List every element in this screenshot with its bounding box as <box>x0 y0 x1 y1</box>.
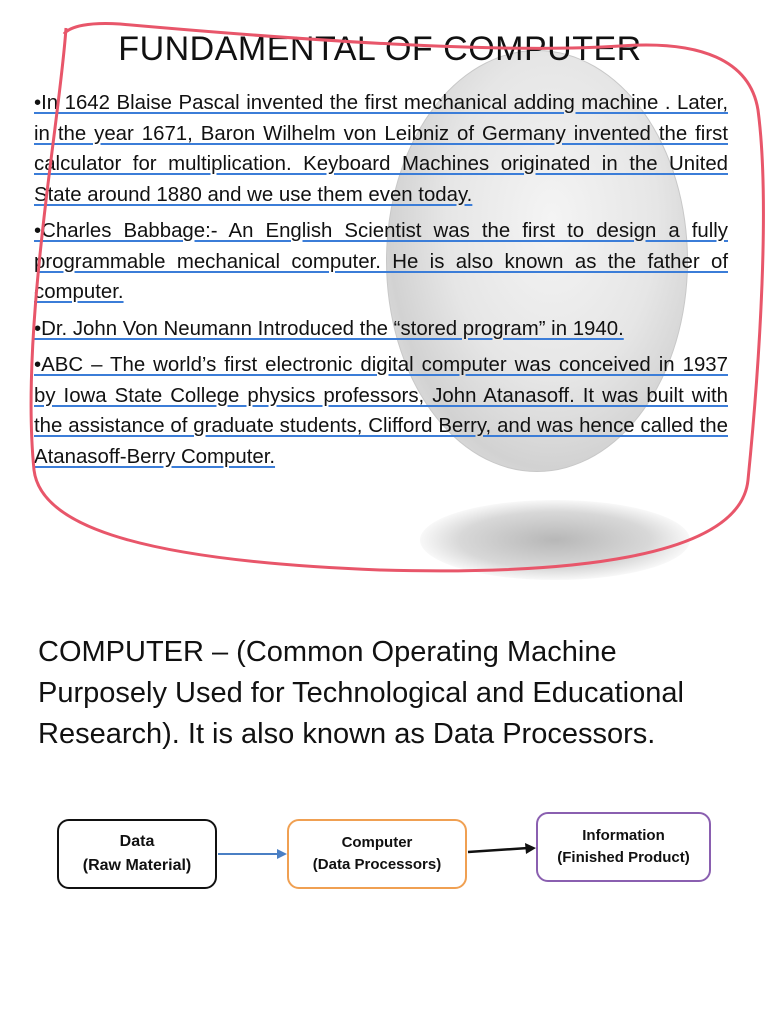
information-box-sublabel: (Finished Product) <box>557 849 690 866</box>
arrowhead-blue <box>277 849 287 859</box>
bullet-abc: •ABC – The world’s first electronic digital computer was conceived in 1937 by Iowa State College physics professors, John Atanasoff. It was built with the assistance of graduate students, Clifford Berry, and was hence called the Atanasoff-Berry Computer. <box>34 354 728 468</box>
bullet-babbage: •Charles Babbage:- An English Scientist was the first to design a fully programmable mechanical computer. He is also known as the father of computer. <box>34 220 728 303</box>
computer-box <box>287 819 467 889</box>
computer-acronym-text: COMPUTER – (Common Operating Machine Purposely Used for Technological and Educational Research). It is also known as Data Processors. <box>38 636 684 750</box>
hand-drawn-loop <box>31 23 763 570</box>
information-box-label: Information <box>582 827 665 844</box>
page-title: FUNDAMENTAL OF COMPUTER <box>118 30 642 68</box>
data-box-sublabel: (Raw Material) <box>82 857 192 874</box>
computer-box-label: Computer <box>341 834 413 851</box>
arrowhead-black <box>525 843 536 854</box>
data-box <box>57 819 217 889</box>
bullet-neumann: •Dr. John Von Neumann Introduced the “stored program” in 1940. <box>34 317 624 340</box>
information-box <box>536 812 711 882</box>
data-box-label: Data <box>119 833 155 850</box>
computer-box-sublabel: (Data Processors) <box>312 856 442 873</box>
arrow-computer-to-info <box>468 848 528 852</box>
bullet-pascal: •In 1642 Blaise Pascal invented the first mechanical adding machine . Later, in the year 1671, Baron Wilhelm von Leibniz of Germany invented the first calculator for multiplication. Keyboard Machines originated in the United State around 1880 and we use them even today. <box>34 92 728 206</box>
